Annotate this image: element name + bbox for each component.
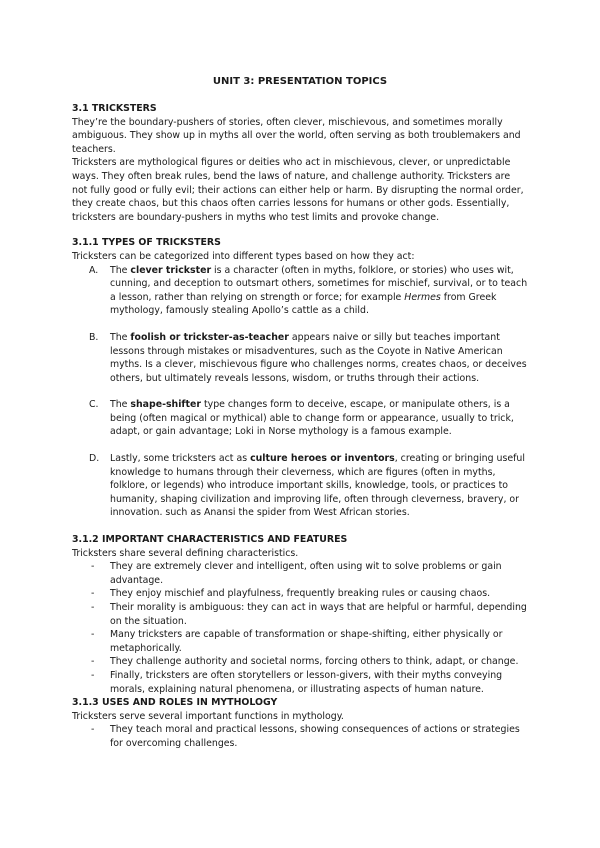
uses-intro: Tricksters serve several important functions in mythology. <box>72 710 344 722</box>
list-marker: B. <box>89 331 99 343</box>
characteristics-intro: Tricksters share several defining characteristics. <box>72 547 299 559</box>
section-heading-tricksters: 3.1 TRICKSTERS <box>72 103 157 114</box>
list-item: - Many tricksters are capable of transformation or shape-shifting, either physically or metaphorically. <box>91 629 503 654</box>
list-item: B. The foolish or trickster-as-teacher appears naive or silly but teaches important lessons through mistakes or misadventures, such as the Coyote in Native American myths. Is a clever, mischievous figure who challenges norms, creates chaos, or deceives others, but ultimately reveals lessons, wisdom, or truths through their actions. <box>89 331 527 384</box>
list-item: - They teach moral and practical lessons, showing consequences of actions or strategies for overcoming challenges. <box>91 724 520 749</box>
list-marker: D. <box>89 453 100 465</box>
section-heading-uses: 3.1.3 USES AND ROLES IN MYTHOLOGY <box>72 697 278 709</box>
list-marker: C. <box>89 399 99 411</box>
list-item: - Finally, tricksters are often storytellers or lesson-givers, with their myths conveying morals, explaining natural phenomena, or illustrating aspects of human nature. <box>91 669 503 695</box>
characteristics-list <box>72 560 528 696</box>
list-item: - They challenge authority and societal norms, forcing others to think, adapt, or change. <box>91 656 519 668</box>
list-item: - They enjoy mischief and playfulness, frequently breaking rules or causing chaos. <box>91 588 491 600</box>
list-item: D. Lastly, some tricksters act as culture heroes or inventors, creating or bringing useful knowledge to humans through their cleverness, which are figures (often in myths, folklore, or legends) who introduce important skills, knowledge, tools, or practices to humanity, shaping civilization and improving life, often through cleverness, bravery, or innovation. such as Anansi the spider from West African stories. <box>89 453 525 519</box>
list-item: C. The shape-shifter type changes form to deceive, escape, or manipulate others, is a being (often magical or mythical) able to change form or appearance, usually to trick, adapt, or gain advantage; Loki in Norse mythology is a famous example. <box>89 399 514 438</box>
paragraph-definition: Tricksters are mythological figures or deities who act in mischievous, clever, or unpredictable ways. They often break rules, bend the laws of nature, and challenge authority. Tricksters are not fully good or fully evil; their actions can either help or harm. By disrupting the normal order, they create chaos, but this chaos often carries lessons for humans or other gods. Essentially, tricksters are boundary-pushers in myths who test limits and provoke change. <box>72 157 524 223</box>
document-body <box>72 102 528 751</box>
list-item: - Their morality is ambiguous: they can act in ways that are helpful or harmful, depending on the situation. <box>91 602 527 627</box>
list-item: - They are extremely clever and intelligent, often using wit to solve problems or gain advantage. <box>91 561 502 586</box>
types-list <box>72 264 528 521</box>
list-item: A. The clever trickster is a character (often in myths, folklore, or stories) who uses wit, cunning, and deception to outsmart others, sometimes for mischief, survival, or to teach a lesson, rather than relying on strength or force; for example Hermes from Greek mythology, famously stealing Apollo’s cattle as a child. <box>89 264 528 317</box>
types-intro: Tricksters can be categorized into different types based on how they act: <box>72 250 415 262</box>
section-heading-characteristics: 3.1.2 IMPORTANT CHARACTERISTICS AND FEATURES <box>72 534 348 546</box>
paragraph-intro: They’re the boundary-pushers of stories, often clever, mischievous, and sometimes morally ambiguous. They show up in myths all over the world, often serving as both troublemakers and teachers. <box>72 116 521 155</box>
section-heading-types: 3.1.1 TYPES OF TRICKSTERS <box>72 237 221 249</box>
page-title: UNIT 3: PRESENTATION TOPICS <box>212 76 388 87</box>
list-marker: A. <box>89 264 99 276</box>
uses-list <box>72 723 528 750</box>
